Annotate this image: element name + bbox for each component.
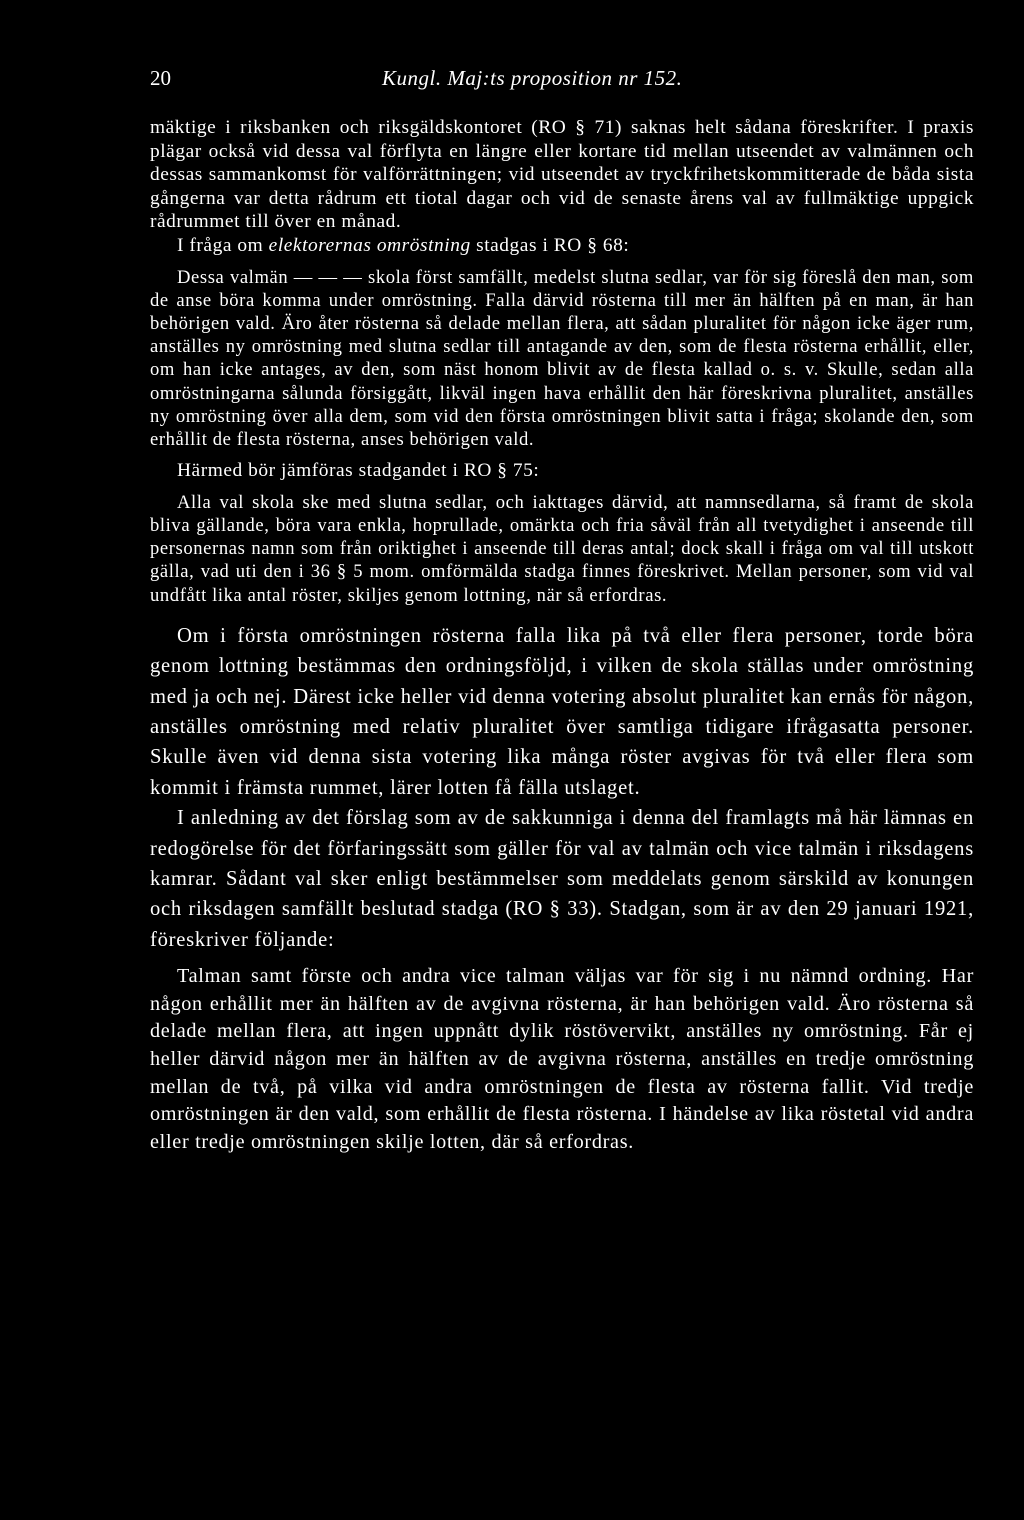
- running-title: Kungl. Maj:ts proposition nr 152.: [382, 66, 683, 90]
- quote-ro-68: Dessa valmän — — — skola först samfällt, medelst slutna sedlar, var för sig föreslå den man, som de anse böra komma under omröstning. Falla därvid rösterna till mer än hälften på en man, är han behörigen vald. Äro åter rösterna så delade mellan flera, att sådan pluralitet för någon icke äger rum, anställes ny omröstning med slutna sedlar till antagande av den, som de flesta rösterna erhållit, eller, om han icke antages, av den, som näst honom blivit av de flesta kallad o. s. v. Skulle, sedan alla omröstningarna sålunda försiggått, likväl ingen hava erhållit den här föreskrivna pluralitet, anställes ny omröstning över alla dem, som vid den första omröstningen blivit satta i fråga; skolande den, som erhållit de flesta rösterna, anses behörigen vald.: [150, 266, 974, 450]
- paragraph-speaker-election: I anledning av det förslag som av de sakkunniga i denna del framlagts må här lämnas en redogörelse för det förfaringssätt som gäller för val av talmän och vice talmän i riksdagens kamrar. Sådant val sker enligt bestämmelser som meddelats genom särskild av konungen och riksdagen samfällt beslutad stadga (RO § 33). Stadgan, som är av den 29 januari 1921, föreskriver följande:: [150, 807, 974, 951]
- quote-ro-75: Alla val skola ske med slutna sedlar, och iakttages därvid, att namnsedlarna, så framt de skola bliva gällande, böra vara enkla, hoprullade, omärkta och fria såväl från all tvetydighet i anseende till personernas namn som från oriktighet i anseende till deras antal; dock skall i fråga om val till utskott gälla, vad uti den i 36 § 5 mom. omförmälda stadga finnes föreskrivet. Mellan personer, som vid val undfått lika antal röster, skiljes genom lottning, när så erfordras.: [150, 491, 974, 606]
- intro-text-start: I fråga om: [177, 234, 269, 256]
- page-number: 20: [150, 66, 171, 90]
- page-header: [150, 66, 850, 96]
- emphasized-term: elektorernas omröstning: [268, 234, 471, 256]
- paragraph-tie-lottery: Om i första omröstningen rösterna falla lika på två eller flera personer, torde böra genom lottning bestämmas den ordningsföljd, i vilken de skola ställas under omröstning med ja och nej. Därest icke heller vid denna votering absolut pluralitet kan ernås för någon, anställes omröstning med relativ pluralitet över samtliga tidigare ifrågasatta personer. Skulle även vid denna sista votering lika många röster avgivas för två eller flera som kommit i främsta rummet, lärer lotten få fälla utslaget.: [150, 624, 974, 799]
- intro-text-end: stadgas i RO § 68:: [470, 234, 630, 256]
- paragraph-compare-ro-75: Härmed bör jämföras stadgandet i RO § 75:: [177, 460, 540, 482]
- body-text: [150, 116, 974, 1156]
- paragraph-elector-vote-intro: [150, 234, 974, 258]
- quote-speaker-statute: Talman samt förste och andra vice talman väljas var för sig i nu nämnd ordning. Har någon erhållit mer än hälften av de avgivna rösterna, är han behörigen vald. Äro rösterna så delade mellan flera, att ingen uppnått dylik röstövervikt, anställes ny omröstning. Får ej heller därvid någon mer än hälften av de avgivna rösterna, anställes en tredje omröstning mellan de två, på vilka vid andra omröstningen de flesta av rösterna fallit. Vid tredje omröstningen är den vald, som erhållit de flesta rösterna. I händelse av lika röstetal vid andra eller tredje omröstningen skilje lotten, där så erfordras.: [150, 965, 974, 1153]
- paragraph-continuation: mäktige i riksbanken och riksgäldskontoret (RO § 71) saknas helt sådana föreskrifter. I praxis plägar också vid dessa val förflyta en längre eller kortare tid mellan utseendet av valmännen och dessas sammankomst för valförrättningen; vid utseendet av tryckfrihetskommitterade de båda sista gångerna var detta rådrum ett tiotal dagar och vid de senaste årens val av fullmäktige uppgick rådrummet till över en månad.: [150, 117, 974, 233]
